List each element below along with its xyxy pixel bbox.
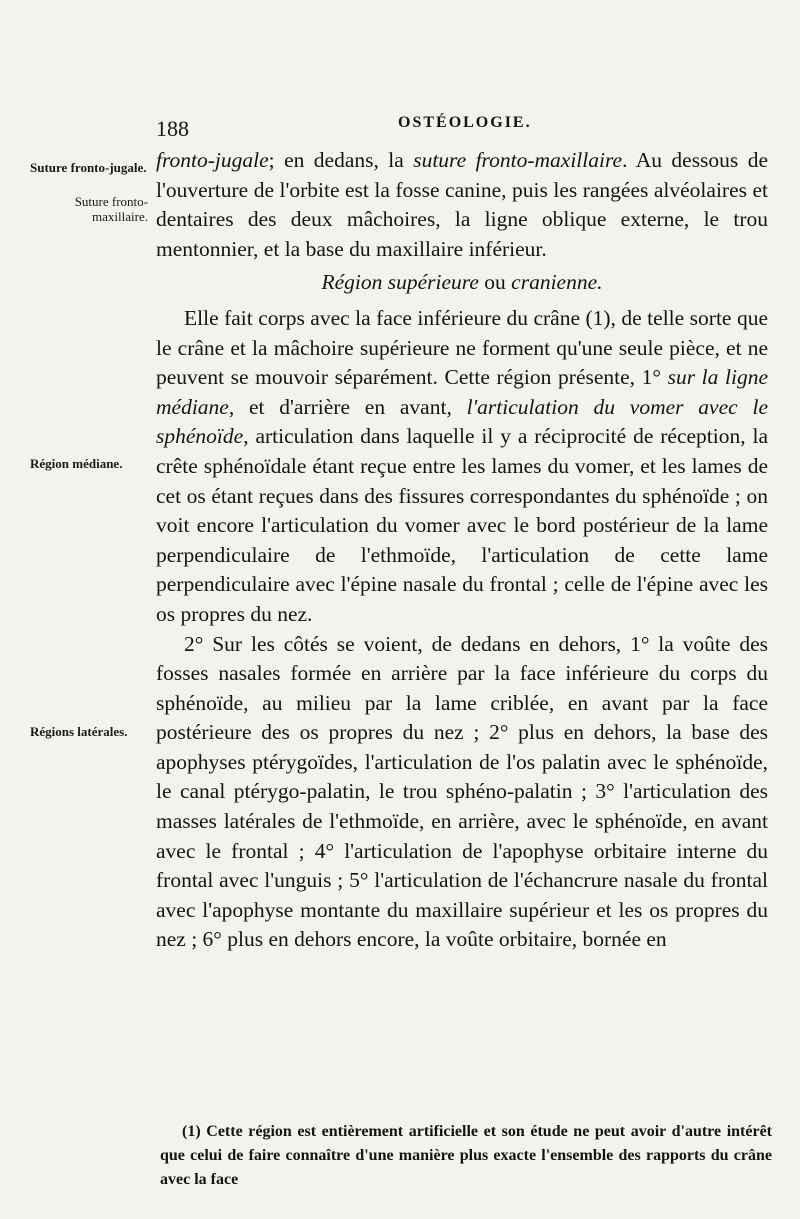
term-suture-fronto-maxillaire: suture fronto-maxillaire	[413, 148, 623, 172]
term-ligne-mediane: sur la ligne médiane	[156, 365, 768, 419]
page-number: 188	[156, 116, 189, 141]
paragraph-cotes: 2° Sur les côtés se voient, de dedans en dehors, 1° la voûte des fosses nasales formée en arrière par la face inférieure du corps du sphénoïde, au milieu par la lame criblée, en avant par la face postérieure des os propres du nez ; 2° plus en dehors, la base des apophyses ptérygoïdes, l'articulation de l'os palatin avec le sphénoïde, le canal ptérygo-palatin, le trou sphéno-palatin ; 3° l'articulation des masses latérales de l'ethmoïde, en arrière, avec le sphénoïde, en avant avec le frontal ; 4° l'articulation de l'apophyse orbitaire interne du frontal avec l'unguis ; 5° l'articulation de l'échancrure nasale du frontal avec l'apophyse montante du maxillaire supérieur et les os propres du nez ; 6° plus en dehors encore, la voûte orbitaire, bornée en	[156, 631, 768, 952]
margin-note-region-mediane: Région médiane.	[30, 456, 123, 471]
margin-note-regions-laterales: Régions latérales.	[30, 724, 128, 739]
paragraph-fronto-jugale: fronto-jugale; en dedans, la suture fronto-maxillaire. Au dessous de l'ouverture de l'orbite est la fosse canine, puis les rangées alvéolaires et dentaires des deux mâchoires, la ligne oblique externe, le trou mentonnier, et la base du maxillaire inférieur.	[156, 148, 768, 261]
margin-note-suture-fronto-maxillaire: Suture fronto-maxillaire.	[74, 194, 148, 224]
term-articulation-vomer: l'articulation du vomer avec le sphénoïde	[156, 394, 768, 449]
body-text	[156, 146, 768, 955]
running-header: OSTÉOLOGIE.	[398, 114, 532, 131]
term-fronto-jugale: fronto-jugale	[156, 148, 269, 172]
paragraph-face-inferieure: Elle fait corps avec la face inférieure du crâne (1), de telle sorte que le crâne et la mâchoire supérieure ne forment qu'une seule pièce, et ne peuvent se mouvoir séparément. Cette région présente, 1° sur la ligne médiane, et d'arrière en avant, l'articulation du vomer avec le sphénoïde, articulation dans laquelle il y a réciprocité de réception, la crête sphénoïdale étant reçue entre les lames du vomer, et les lames de cet os étant reçues dans des fissures correspondantes du sphénoïde ; on voit encore l'articulation du vomer avec le bord postérieur de la lame perpendiculaire de l'ethmoïde, l'articulation de cette lame perpendiculaire avec l'épine nasale du frontal ; celle de l'épine avec les os propres du nez.	[156, 305, 768, 626]
footnote: (1) Cette région est entièrement artificielle et son étude ne peut avoir d'autre intérêt que celui de faire connaître d'une manière plus exacte l'ensemble des rapports du crâne avec la face	[160, 1123, 772, 1188]
section-heading: Région supérieure ou cranienne.	[321, 270, 603, 295]
margin-note-suture-fronto-jugale: Suture fronto-jugale.	[30, 160, 147, 175]
